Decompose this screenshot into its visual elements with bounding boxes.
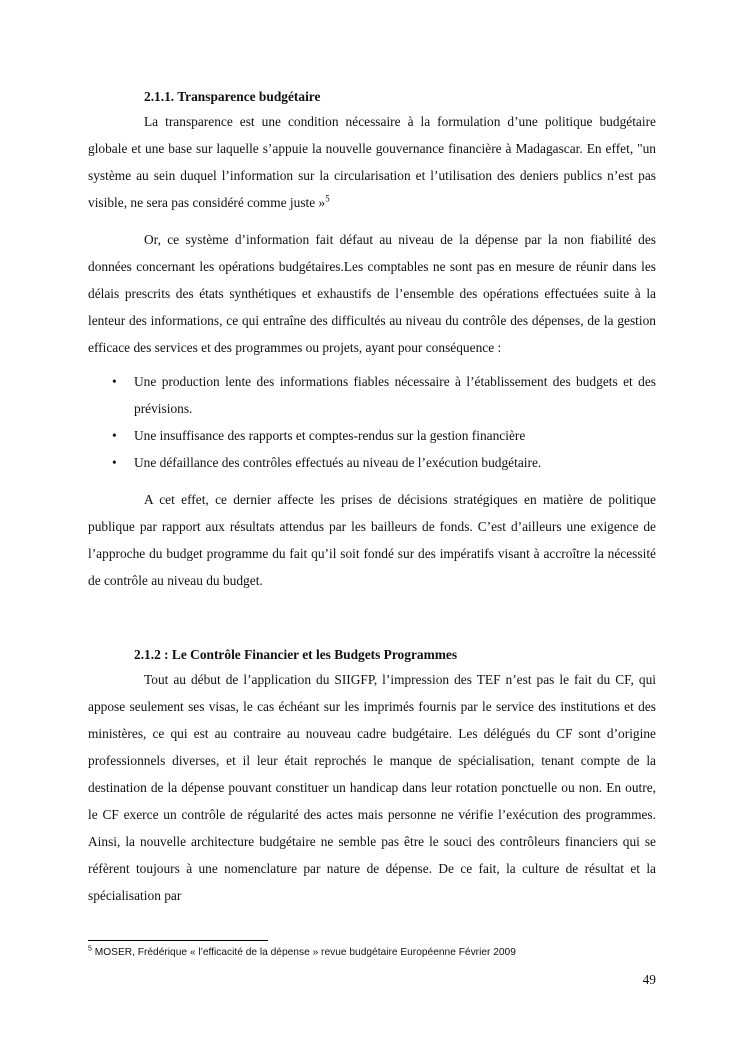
paragraph-transparence-3: A cet effet, ce dernier affecte les prises de décisions stratégiques en matière de politique publique par rapport aux résultats attendus par les bailleurs de fonds. C’est d’ailleurs une exigence de l’approche du budget programme du fait qu’il soit fondé sur des impératifs visant à accroître la nécessité de contrôle au niveau du budget. xyxy=(88,492,656,588)
footnote-reference: 5 xyxy=(325,193,330,204)
bullet-icon: • xyxy=(112,455,117,470)
bullet-icon: • xyxy=(112,374,117,389)
paragraph-transparence-2: Or, ce système d’information fait défaut au niveau de la dépense par la non fiabilité des données concernant les opérations budgétaires.Les comptables ne sont pas en mesure de réunir dans les délais prescrits des états synthétiques et exhaustifs de l’ensemble des opérations effectuées suite à la lenteur des informations, ce qui entraîne des difficultés au niveau du contrôle des dépenses, de la gestion efficace des services et des programmes ou projets, ayant pour conséquence : xyxy=(88,232,656,355)
footnote-text: MOSER, Frédérique « l’efficacité de la dépense » revue budgétaire Européenne Février 2009 xyxy=(91,947,516,958)
paragraph-text: La transparence est une condition nécessaire à la formulation d’une politique budgétaire globale et une base sur laquelle s’appuie la nouvelle gouvernance financière à Madagascar. En effet, "un système au sein duquel l’information sur la circularisation et l’utilisation des deniers publics n’est pas visible, ne sera pas considéré comme juste » xyxy=(88,114,656,210)
list-item xyxy=(88,368,656,422)
bullet-icon: • xyxy=(112,428,117,443)
list-item-text: Une production lente des informations fiables nécessaire à l’établissement des budgets et des prévisions. xyxy=(134,374,656,416)
list-item-text: Une défaillance des contrôles effectués au niveau de l’exécution budgétaire. xyxy=(134,455,542,470)
footnote xyxy=(88,946,516,960)
list-item xyxy=(88,449,656,476)
page-body xyxy=(88,86,656,909)
paragraph-controle-financier-1: Tout au début de l’application du SIIGFP, l’impression des TEF n’est pas le fait du CF, qui appose seulement ses visas, le cas échéant sur les imprimés fournis par le service des institutions et des ministères, ce qui est au contraire au nouveau cadre budgétaire. Les délégués du CF sont d’origine professionnels diverses, et il leur était reprochés le manque de spécialisation, tenant compte de la destination de la dépense pouvant constituer un handicap dans leur rotation ponctuelle ou non. En outre, le CF exerce un contrôle de régularité des actes mais personne ne vérifie l’exécution des programmes. Ainsi, la nouvelle architecture budgétaire ne semble pas être le souci des contrôleurs financiers qui se réfèrent toujours à une nomenclature par nature de dépense. De ce fait, la culture de résultat et la spécialisation par xyxy=(88,672,656,903)
paragraph-transparence-1 xyxy=(88,108,656,216)
section-spacer xyxy=(88,594,656,644)
page-number: 49 xyxy=(642,972,656,987)
section-heading-transparence: 2.1.1. Transparence budgétaire xyxy=(144,89,321,104)
footnote-divider xyxy=(88,940,268,941)
bullet-list xyxy=(88,368,656,476)
list-item xyxy=(88,422,656,449)
footnote-number: 5 xyxy=(88,945,92,953)
list-item-text: Une insuffisance des rapports et comptes-rendus sur la gestion financière xyxy=(134,428,526,443)
section-heading-controle-financier: 2.1.2 : Le Contrôle Financier et les Budgets Programmes xyxy=(134,647,458,662)
